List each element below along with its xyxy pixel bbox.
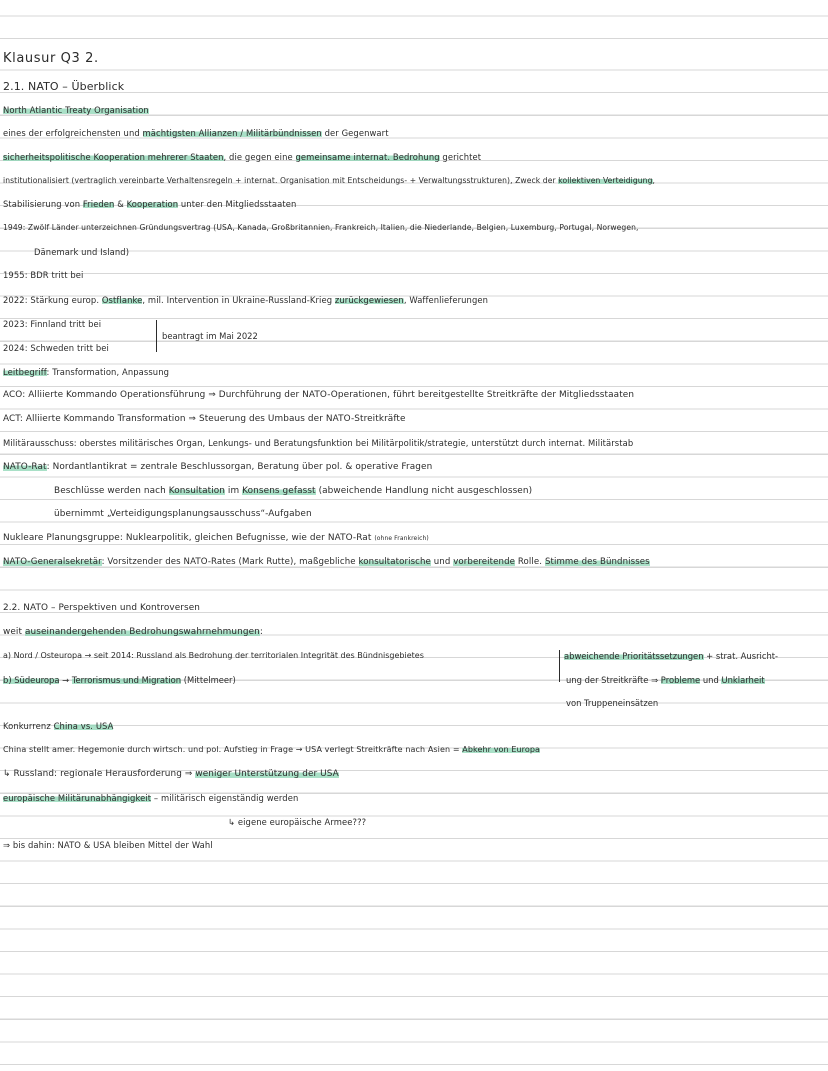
highlight: Stimme des Bündnisses	[544, 557, 650, 567]
page-title: Klausur Q3 2.	[3, 52, 99, 66]
highlight: Ostflanke	[101, 295, 143, 305]
note-line-cooperation: sicherheitspolitische Kooperation mehrerer Staaten, die gegen eine gemeinsame internat. Bedrohung gerichtet	[3, 152, 482, 162]
note-applied-may-2022: beantragt im Mai 2022	[162, 331, 258, 341]
note-line-european-independence: europäische Militärunabhängigkeit – militärisch eigenständig werden	[3, 793, 299, 803]
note-line-2023: 2023: Finnland tritt bei	[3, 319, 102, 329]
note-line-nuclear-group: Nukleare Planungsgruppe: Nuklearpolitik, gleichen Befugnisse, wie der NATO-Rat (ohne Frankreich)	[3, 533, 429, 543]
note-line-aco: ACO: Alliierte Kommando Operationsführung ⇒ Durchführung der NATO-Operationen, führt bereitgestellte Streitkräfte der Mitgliedsstaaten	[3, 390, 635, 400]
note-line-1949-cont: Dänemark und Island)	[34, 247, 130, 257]
note-priorities-cont: ung der Streitkräfte ⇒ Probleme und Unklarheit	[566, 675, 765, 685]
highlight: weniger Unterstützung der USA	[195, 769, 339, 779]
highlight: zurückgewiesen	[334, 295, 404, 305]
highlight: Kooperation	[126, 199, 179, 209]
highlight: mächtigsten Allianzen / Militärbündnissen	[142, 128, 322, 138]
highlight: Abkehr von Europa	[462, 745, 541, 754]
note-line-2024: 2024: Schweden tritt bei	[3, 343, 109, 353]
highlight: vorbereitende	[453, 557, 516, 567]
note-line-threat-perceptions: weit auseinandergehenden Bedrohungswahrnehmungen:	[3, 627, 263, 637]
note-line-competition: Konkurrenz China vs. USA	[3, 721, 114, 731]
note-line-china: China stellt amer. Hegemonie durch wirtsch. und pol. Aufstieg in Frage → USA verlegt Streitkräfte nach Asien = Abkehr von Europa	[3, 745, 541, 754]
note-line-secretary-general: NATO-Generalsekretär: Vorsitzender des NATO-Rates (Mark Rutte), maßgebliche konsultatorische und vorbereitende Rolle. Stimme des Bündnisses	[3, 557, 650, 567]
note-line-act: ACT: Alliierte Kommando Transformation ⇒ Steuerung des Umbaus der NATO-Streitkräfte	[3, 414, 406, 424]
highlight: europäische Militärunabhängigkeit	[3, 793, 152, 803]
highlight: Konsultation	[168, 486, 226, 496]
note-priorities: abweichende Prioritätssetzungen + strat. Ausricht-	[564, 651, 779, 661]
note-line-takes-over: übernimmt „Verteidigungsplanungsausschuss“-Aufgaben	[54, 509, 312, 519]
highlight: konsultatorische	[358, 557, 431, 567]
note-line-1955: 1955: BDR tritt bei	[3, 270, 84, 280]
highlight: kollektiven Verteidigung	[558, 176, 653, 185]
highlight: sicherheitspolitische Kooperation mehrerer Staaten	[3, 152, 224, 162]
note-line-military-committee: Militärausschuss: oberstes militärisches Organ, Lenkungs- und Beratungsfunktion bei Militärpolitik/strategie, unterstützt durch internat. Militärstab	[3, 438, 634, 448]
note-line-south-europe: b) Südeuropa → Terrorismus und Migration (Mittelmeer)	[3, 675, 236, 685]
note-priorities-deployment: von Truppeneinsätzen	[566, 698, 659, 708]
highlight: b) Südeuropa	[3, 675, 60, 685]
highlight: Probleme	[660, 675, 701, 685]
note-line-conclusion: ⇒ bis dahin: NATO & USA bleiben Mittel der Wahl	[3, 840, 213, 850]
highlight: Leitbegriff	[3, 367, 47, 377]
highlight: North Atlantic Treaty Organisation	[3, 105, 149, 115]
highlight: NATO-Generalsekretär	[3, 557, 102, 567]
highlight: NATO-Rat	[3, 462, 47, 472]
highlight: Unklarheit	[721, 675, 765, 685]
note-line-european-army: ↳ eigene europäische Armee???	[228, 817, 367, 827]
bracket	[555, 650, 560, 682]
note-line-2022: 2022: Stärkung europ. Ostflanke, mil. Intervention in Ukraine-Russland-Krieg zurückgewiesen, Waffenlieferungen	[3, 295, 489, 305]
highlight: China vs. USA	[53, 721, 114, 731]
note-line-definition: eines der erfolgreichensten und mächtigsten Allianzen / Militärbündnissen der Gegenwart	[3, 128, 389, 138]
note-line-institutionalized: institutionalisiert (vertraglich vereinbarte Verhaltensregeln + internat. Organisation mit Entscheidungs- + Verwaltungsstrukturen), Zweck der kollektiven Verteidigung,	[3, 176, 656, 185]
note-line-stabilization: Stabilisierung von Frieden & Kooperation unter den Mitgliedsstaaten	[3, 199, 297, 209]
highlight: abweichende Prioritätssetzungen	[564, 651, 704, 661]
bracket	[152, 320, 157, 352]
highlight: Konsens gefasst	[242, 486, 316, 496]
section-heading-overview: 2.1. NATO – Überblick	[3, 80, 125, 93]
note-line-key-term: Leitbegriff: Transformation, Anpassung	[3, 367, 170, 377]
note-line-1949: 1949: Zwölf Länder unterzeichnen Gründungsvertrag (USA, Kanada, Großbritannien, Frankreich, Italien, die Niederlande, Belgien, Luxemburg, Portugal, Norwegen,	[3, 223, 639, 232]
note-line-full-name	[3, 103, 826, 117]
note-line-north-east-europe: a) Nord / Osteuropa → seit 2014: Russland als Bedrohung der territorialen Integrität des Bündnisgebietes	[3, 651, 424, 660]
highlight: Terrorismus und Migration	[71, 675, 182, 685]
note-line-nato-council: NATO-Rat: Nordantlantikrat = zentrale Beschlussorgan, Beratung über pol. & operative Fragen	[3, 462, 433, 472]
highlight: auseinandergehenden Bedrohungswahrnehmungen	[25, 627, 260, 637]
highlight: gemeinsame internat. Bedrohung	[295, 152, 440, 162]
note-line-decisions: Beschlüsse werden nach Konsultation im Konsens gefasst (abweichende Handlung nicht ausgeschlossen)	[54, 486, 533, 496]
section-heading-perspectives: 2.2. NATO – Perspektiven und Kontroversen	[3, 603, 201, 613]
highlight: Frieden	[82, 199, 115, 209]
note-line-russia: ↳ Russland: regionale Herausforderung ⇒ weniger Unterstützung der USA	[3, 769, 339, 779]
